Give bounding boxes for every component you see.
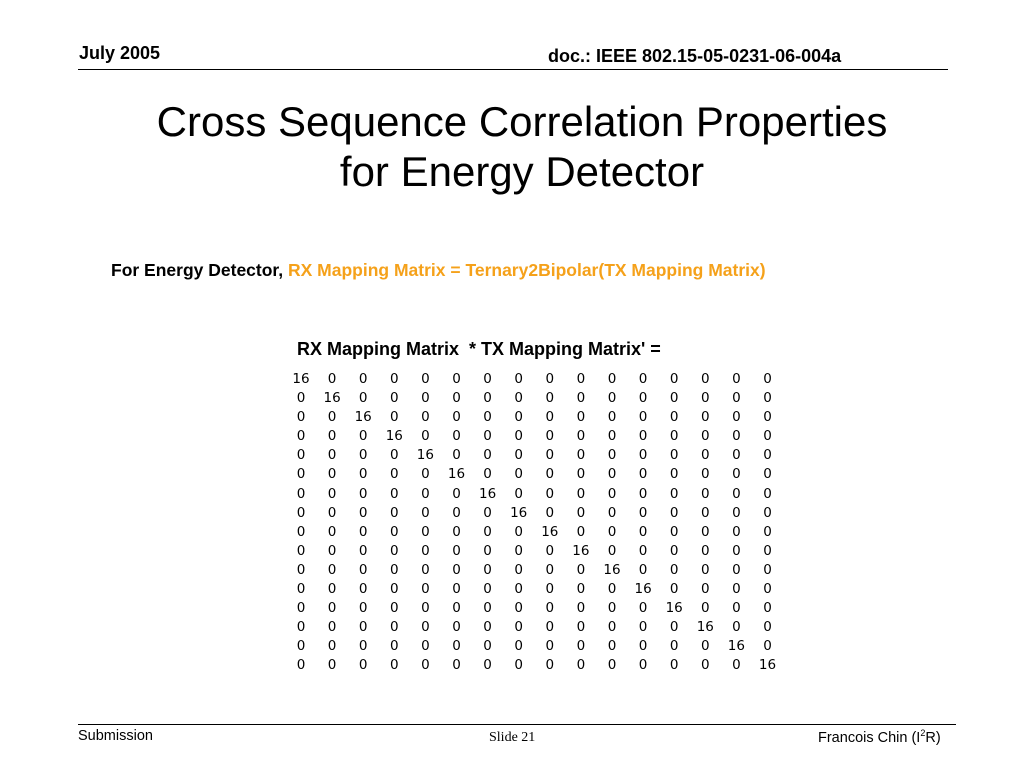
matrix-cell: 0: [545, 561, 555, 578]
matrix-cell: 0: [390, 447, 399, 464]
matrix-cell: 0: [421, 657, 430, 674]
subtitle: [111, 260, 766, 281]
matrix-cell: 0: [576, 371, 586, 387]
matrix-cell: 0: [763, 542, 772, 559]
matrix-cell: 0: [483, 504, 492, 521]
matrix-cell: 0: [669, 466, 679, 483]
matrix-cell: 0: [358, 561, 368, 578]
matrix-cell: 0: [514, 638, 523, 655]
matrix-cell: 0: [669, 619, 679, 636]
matrix-cell: 0: [576, 428, 586, 445]
matrix-cell: 0: [327, 447, 337, 464]
matrix-cell: 0: [390, 409, 399, 426]
matrix-cell: 0: [701, 657, 710, 674]
matrix-cell: 0: [452, 619, 461, 636]
matrix-cell: 0: [358, 390, 368, 407]
matrix-cell: 16: [385, 428, 403, 445]
matrix-cell: 0: [545, 504, 555, 521]
matrix-cell: 0: [545, 657, 555, 674]
footer-author-sup: 2: [920, 728, 926, 738]
matrix-cell: 0: [483, 428, 492, 445]
matrix-cell: 0: [390, 542, 399, 559]
matrix-cell: 0: [296, 485, 306, 502]
matrix-cell: 0: [327, 409, 337, 426]
matrix-cell: 0: [390, 581, 399, 598]
matrix-cell: 0: [545, 581, 555, 598]
slide-title-line-2: for Energy Detector: [339, 148, 705, 195]
matrix-cell: 0: [421, 600, 430, 617]
matrix-cell: 0: [732, 371, 741, 387]
matrix-cell: 0: [421, 561, 430, 578]
matrix-cell: 0: [483, 390, 492, 407]
matrix-cell: 0: [763, 619, 772, 636]
matrix-cell: 0: [669, 371, 679, 387]
matrix-cell: 0: [638, 600, 648, 617]
matrix-cell: 0: [358, 619, 368, 636]
matrix-cell: 0: [421, 371, 430, 387]
matrix-cell: 0: [421, 523, 430, 540]
matrix-cell: 0: [514, 485, 523, 502]
matrix-cell: 0: [327, 466, 337, 483]
matrix-cell: 0: [763, 638, 772, 655]
matrix-cell: 0: [390, 371, 399, 387]
matrix-cell: 0: [514, 390, 523, 407]
matrix-cell: 0: [296, 466, 306, 483]
matrix-cell: 0: [607, 523, 617, 540]
matrix-cell: 0: [763, 504, 772, 521]
matrix-cell: 16: [354, 409, 372, 426]
matrix-cell: 0: [452, 523, 461, 540]
matrix-cell: 16: [323, 390, 341, 407]
matrix-cell: 0: [669, 561, 679, 578]
matrix-cell: 0: [607, 371, 617, 387]
matrix-cell: 0: [763, 466, 772, 483]
matrix-cell: 0: [669, 523, 679, 540]
matrix-cell: 0: [514, 600, 523, 617]
matrix-cell: 0: [701, 409, 710, 426]
matrix-cell: 0: [514, 523, 523, 540]
matrix-cell: 0: [358, 542, 368, 559]
matrix-cell: 0: [327, 523, 337, 540]
matrix-equation-label: RX Mapping Matrix * TX Mapping Matrix' =: [297, 339, 661, 359]
matrix-cell: 0: [514, 542, 523, 559]
matrix-cell: 0: [607, 390, 617, 407]
matrix-cell: 0: [701, 485, 710, 502]
matrix-cell: 0: [576, 638, 586, 655]
matrix-cell: 0: [390, 504, 399, 521]
matrix-cell: 0: [296, 447, 306, 464]
slide-title-line-1: Cross Sequence Correlation Properties: [156, 98, 888, 145]
subtitle-highlight: RX Mapping Matrix = Ternary2Bipolar(TX Mapping Matrix): [288, 260, 766, 280]
matrix-cell: 0: [452, 428, 461, 445]
matrix-cell: 16: [572, 542, 590, 559]
matrix-cell: 0: [607, 447, 617, 464]
matrix-cell: 0: [638, 485, 648, 502]
matrix-cell: 0: [732, 542, 741, 559]
matrix-cell: 0: [607, 504, 617, 521]
matrix-cell: 0: [732, 600, 741, 617]
matrix-cell: 0: [576, 619, 586, 636]
matrix-cell: 0: [732, 409, 741, 426]
matrix-cell: 0: [638, 504, 648, 521]
matrix-cell: 0: [576, 447, 586, 464]
matrix-cell: 0: [545, 447, 555, 464]
matrix-cell: 0: [732, 581, 741, 598]
matrix-cell: 0: [701, 581, 710, 598]
matrix-cell: 0: [296, 390, 306, 407]
matrix-cell: 0: [763, 409, 772, 426]
matrix-cell: 0: [483, 600, 492, 617]
matrix-cell: 0: [669, 485, 679, 502]
matrix-cell: 0: [638, 428, 648, 445]
matrix-cell: 0: [483, 371, 492, 387]
matrix-cell: 0: [390, 619, 399, 636]
matrix-cell: 0: [669, 390, 679, 407]
matrix-cell: 0: [732, 523, 741, 540]
matrix-cell: 0: [576, 390, 586, 407]
matrix-cell: 0: [483, 542, 492, 559]
matrix-cell: 0: [390, 600, 399, 617]
footer-author-suffix: R): [925, 730, 941, 746]
matrix-cell: 0: [545, 485, 555, 502]
subtitle-prefix: For Energy Detector,: [111, 260, 288, 280]
matrix-cell: 0: [669, 447, 679, 464]
matrix-cell: 0: [483, 581, 492, 598]
matrix-cell: 0: [327, 485, 337, 502]
matrix-cell: 0: [514, 371, 523, 387]
matrix-cell: 0: [327, 657, 337, 674]
matrix-cell: 0: [358, 523, 368, 540]
footer-submission: Submission: [78, 728, 153, 744]
matrix-cell: 0: [701, 390, 710, 407]
matrix-cell: 0: [452, 485, 461, 502]
matrix-cell: 0: [296, 561, 306, 578]
footer-author-prefix: Francois Chin (I: [818, 730, 921, 746]
matrix-cell: 16: [479, 485, 497, 502]
matrix-cell: 16: [603, 561, 621, 578]
matrix-cell: 0: [421, 466, 430, 483]
matrix-cell: 0: [514, 409, 523, 426]
matrix-cell: 0: [701, 447, 710, 464]
matrix-cell: 0: [763, 371, 772, 387]
matrix-cell: 0: [452, 542, 461, 559]
matrix-cell: 0: [483, 409, 492, 426]
matrix-cell: 0: [545, 619, 555, 636]
matrix-cell: 0: [296, 409, 306, 426]
matrix-cell: 0: [452, 447, 461, 464]
matrix-cell: 0: [452, 504, 461, 521]
matrix-cell: 16: [416, 447, 434, 464]
matrix-cell: 0: [763, 561, 772, 578]
matrix-cell: 0: [763, 581, 772, 598]
matrix-cell: 0: [701, 638, 710, 655]
matrix-cell: 0: [763, 523, 772, 540]
matrix-cell: 0: [327, 581, 337, 598]
matrix-cell: 0: [763, 390, 772, 407]
matrix-cell: 0: [607, 409, 617, 426]
matrix-cell: 0: [638, 466, 648, 483]
matrix-cell: 0: [452, 561, 461, 578]
matrix-cell: 0: [358, 466, 368, 483]
matrix-cell: 0: [296, 428, 306, 445]
matrix-cell: 16: [447, 466, 466, 483]
matrix-cell: 0: [576, 485, 586, 502]
matrix-cell: 0: [514, 466, 523, 483]
matrix-cell: 0: [763, 485, 772, 502]
matrix-cell: 0: [514, 581, 523, 598]
matrix-cell: 0: [545, 390, 555, 407]
matrix-cell: 0: [483, 638, 492, 655]
matrix-cell: 0: [576, 523, 586, 540]
matrix-cell: 0: [607, 428, 617, 445]
matrix-cell: 0: [296, 600, 306, 617]
matrix-cell: 0: [638, 523, 648, 540]
matrix-cell: 0: [390, 390, 399, 407]
matrix-cell: 0: [669, 409, 679, 426]
slide-number: Slide 21: [489, 730, 536, 745]
matrix-cell: 0: [763, 447, 772, 464]
matrix-cell: 0: [545, 428, 555, 445]
matrix-cell: 16: [727, 638, 745, 655]
matrix-cell: 0: [607, 466, 617, 483]
matrix-cell: 0: [483, 466, 492, 483]
matrix-cell: 16: [634, 581, 652, 598]
matrix-cell: 0: [763, 428, 772, 445]
matrix-cell: 0: [358, 447, 368, 464]
matrix-cell: 0: [607, 619, 617, 636]
matrix-cell: 0: [296, 504, 306, 521]
matrix-cell: 0: [669, 581, 679, 598]
matrix-cell: 0: [732, 447, 741, 464]
matrix-cell: 0: [327, 600, 337, 617]
footer-author: [818, 728, 941, 746]
footer-divider: [78, 724, 956, 725]
matrix-cell: 0: [296, 619, 306, 636]
matrix-cell: 0: [327, 619, 337, 636]
matrix-cell: 0: [358, 638, 368, 655]
matrix-cell: 0: [669, 657, 679, 674]
matrix-cell: 0: [514, 619, 523, 636]
matrix-cell: 0: [576, 600, 586, 617]
matrix-cell: 0: [607, 581, 617, 598]
matrix-cell: 0: [452, 390, 461, 407]
matrix-cell: 0: [421, 504, 430, 521]
matrix-cell: 0: [327, 638, 337, 655]
matrix-cell: 0: [607, 657, 617, 674]
matrix-cell: 16: [292, 371, 310, 387]
matrix-cell: 0: [545, 371, 555, 387]
matrix-cell: 0: [390, 561, 399, 578]
matrix-cell: 0: [701, 371, 710, 387]
matrix-cell: 0: [732, 504, 741, 521]
matrix-cell: 0: [576, 581, 586, 598]
matrix-cell: 0: [607, 485, 617, 502]
matrix-cell: 0: [701, 600, 710, 617]
matrix-cell: 0: [296, 657, 306, 674]
matrix-cell: 0: [669, 428, 679, 445]
matrix-cell: 0: [732, 561, 741, 578]
matrix-cell: 0: [483, 657, 492, 674]
matrix-cell: 0: [545, 600, 555, 617]
matrix-cell: 0: [732, 619, 741, 636]
matrix-cell: 0: [514, 561, 523, 578]
matrix-cell: 0: [327, 428, 337, 445]
matrix-cell: 0: [701, 542, 710, 559]
matrix-cell: 0: [638, 638, 648, 655]
matrix-cell: 0: [545, 638, 555, 655]
matrix-cell: 0: [358, 504, 368, 521]
matrix-cell: 16: [665, 600, 683, 617]
matrix-cell: 0: [358, 485, 368, 502]
matrix-cell: 0: [421, 409, 430, 426]
matrix-cell: 0: [327, 504, 337, 521]
matrix-cell: 0: [638, 447, 648, 464]
matrix-cell: 16: [696, 619, 714, 636]
matrix-cell: 0: [327, 542, 337, 559]
matrix-cell: 16: [541, 523, 559, 540]
matrix-cell: 0: [545, 409, 555, 426]
matrix-cell: 0: [390, 638, 399, 655]
matrix-cell: 0: [296, 523, 306, 540]
matrix-cell: 0: [701, 504, 710, 521]
matrix-cell: 0: [514, 657, 523, 674]
matrix-cell: 16: [510, 504, 528, 521]
matrix-cell: 0: [327, 561, 337, 578]
matrix-cell: 0: [669, 504, 679, 521]
matrix-cell: 0: [421, 428, 430, 445]
matrix-cell: 0: [483, 619, 492, 636]
matrix-cell: 0: [296, 542, 306, 559]
matrix-cell: 0: [483, 561, 492, 578]
matrix-cell: 0: [327, 371, 337, 387]
matrix-cell: 0: [732, 390, 741, 407]
matrix-cell: 0: [358, 657, 368, 674]
matrix-cell: 0: [701, 523, 710, 540]
matrix-cell: 0: [452, 581, 461, 598]
matrix-cell: 0: [358, 600, 368, 617]
matrix-cell: 0: [358, 581, 368, 598]
matrix-cell: 0: [452, 371, 461, 387]
matrix-cell: 0: [638, 390, 648, 407]
matrix-cell: 0: [421, 638, 430, 655]
matrix-cell: 0: [669, 638, 679, 655]
matrix-cell: 0: [576, 657, 586, 674]
header-divider: [78, 69, 948, 70]
matrix-cell: 0: [607, 542, 617, 559]
matrix-cell: 0: [452, 600, 461, 617]
matrix-cell: 0: [358, 428, 368, 445]
matrix-cell: 0: [701, 466, 710, 483]
matrix-cell: 0: [358, 371, 368, 387]
matrix-cell: 0: [390, 657, 399, 674]
matrix-cell: 0: [732, 657, 741, 674]
matrix-cell: 0: [701, 428, 710, 445]
slide-title: [0, 97, 1024, 197]
matrix-cell: 0: [638, 619, 648, 636]
matrix-cell: 0: [638, 561, 648, 578]
matrix-cell: 0: [390, 523, 399, 540]
matrix-cell: 0: [483, 523, 492, 540]
matrix-cell: 0: [732, 466, 741, 483]
matrix-cell: 0: [452, 638, 461, 655]
matrix-cell: 0: [421, 542, 430, 559]
matrix-cell: 0: [576, 409, 586, 426]
matrix-cell: 0: [514, 447, 523, 464]
matrix-cell: 0: [483, 447, 492, 464]
matrix-cell: 0: [732, 485, 741, 502]
matrix-cell: 0: [638, 371, 648, 387]
matrix-cell: 0: [390, 485, 399, 502]
matrix-cell: 0: [421, 485, 430, 502]
matrix-cell: 0: [421, 581, 430, 598]
matrix-cell: 0: [638, 542, 648, 559]
header-date: July 2005: [79, 43, 161, 63]
matrix-cell: 0: [576, 466, 586, 483]
matrix-cell: 0: [390, 466, 399, 483]
matrix-cell: 0: [576, 504, 586, 521]
matrix-cell: 0: [545, 466, 555, 483]
matrix-cell: 0: [514, 428, 523, 445]
matrix-cell: 0: [607, 600, 617, 617]
matrix-cell: 0: [576, 561, 586, 578]
matrix-cell: 0: [296, 581, 306, 598]
matrix-cell: 0: [701, 561, 710, 578]
matrix-cell: 0: [763, 600, 772, 617]
matrix-cell: 0: [452, 657, 461, 674]
document-id: doc.: IEEE 802.15-05-0231-06-004a: [548, 46, 842, 66]
matrix-cell: 0: [732, 428, 741, 445]
matrix-cell: 0: [452, 409, 461, 426]
matrix-cell: 0: [421, 390, 430, 407]
matrix-cell: 0: [296, 638, 306, 655]
matrix-cell: 0: [607, 638, 617, 655]
matrix-cell: 0: [545, 542, 555, 559]
matrix-cell: 0: [638, 657, 648, 674]
matrix-cell: 16: [758, 657, 777, 674]
matrix-cell: 0: [669, 542, 679, 559]
matrix-cell: 0: [421, 619, 430, 636]
matrix-cell: 0: [638, 409, 648, 426]
